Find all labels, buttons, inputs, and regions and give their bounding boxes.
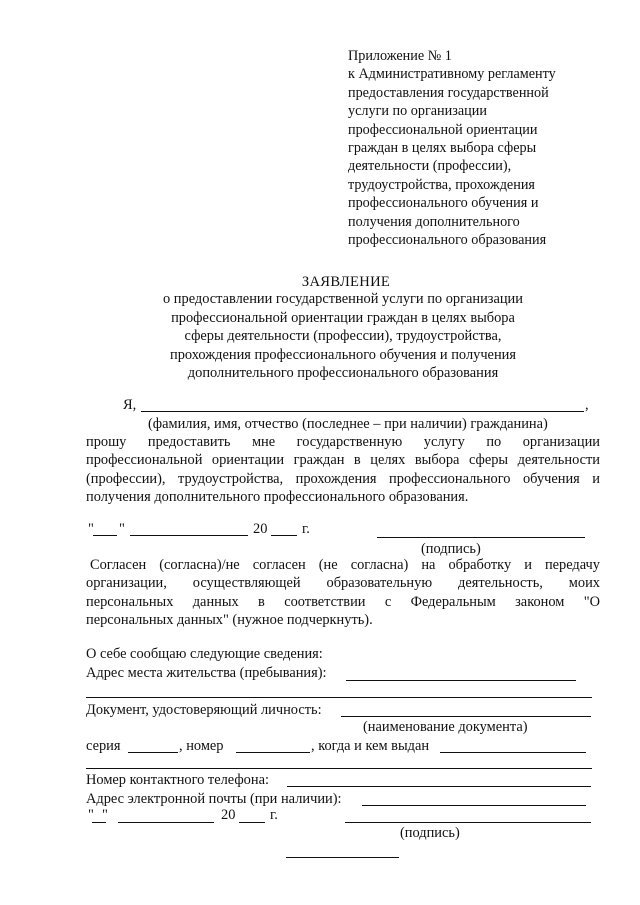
address-field-continuation[interactable] (86, 697, 592, 698)
signature-caption: (подпись) (421, 541, 481, 557)
subtitle-line: сферы деятельности (профессии), трудоустройства, (184, 328, 502, 345)
phone-label: Номер контактного телефона: (86, 772, 269, 788)
applicant-suffix: , (585, 397, 589, 413)
issued-label: , когда и кем выдан (311, 738, 430, 754)
consent-line: организации, осуществляющей образовательную деятельность, моих (86, 575, 600, 592)
email-field[interactable] (362, 805, 586, 806)
date2-quote-open: " (88, 807, 94, 823)
date1-year-suffix: г. (302, 521, 310, 537)
consent-paragraph (86, 556, 600, 630)
subtitle-line: дополнительного профессионального образования (187, 365, 499, 382)
date2-year-suffix: г. (270, 807, 278, 823)
appendix-line: к Административному регламенту (348, 66, 556, 83)
signature2-caption: (подпись) (400, 825, 460, 841)
phone-field[interactable] (287, 786, 591, 787)
document-subtitle (100, 290, 586, 383)
appendix-line: деятельности (профессии), (348, 158, 512, 175)
consent-line: Согласен (согласна)/не согласен (не согласна) на обработку и передачу (90, 557, 600, 573)
date2-month-field[interactable] (118, 822, 214, 823)
email-label: Адрес электронной почты (при наличии): (86, 791, 342, 807)
appendix-line: получения дополнительного (348, 213, 520, 230)
address-label: Адрес места жительства (пребывания): (86, 665, 327, 681)
request-paragraph (86, 433, 600, 507)
appendix-line: Приложение № 1 (348, 48, 452, 64)
number-label: , номер (179, 738, 224, 754)
date1-year-prefix: 20 (253, 521, 268, 537)
issued-field-continuation[interactable] (86, 768, 592, 769)
signature2-field[interactable] (345, 822, 591, 823)
appendix-block (348, 47, 556, 249)
document-label: Документ, удостоверяющий личность: (86, 702, 322, 718)
series-label: серия (86, 738, 121, 754)
date1-month-field[interactable] (130, 535, 248, 536)
subtitle-line: профессиональной ориентации граждан в целях выбора (171, 309, 515, 326)
appendix-line: услуги по организации (348, 103, 487, 120)
info-intro: О себе сообщаю следующие сведения: (86, 646, 323, 662)
series-field[interactable] (128, 752, 178, 753)
date2-year-prefix: 20 (221, 807, 236, 823)
subtitle-line: прохождения профессионального обучения и получения (170, 346, 516, 363)
appendix-line: трудоустройства, прохождения (348, 176, 535, 193)
consent-line: персональных данных в соответствии с Федеральным законом "О (86, 593, 600, 610)
document-title: ЗАЯВЛЕНИЕ (301, 274, 391, 290)
appendix-line: профессионального обучения и (348, 195, 539, 212)
appendix-line: граждан в целях выбора сферы (348, 140, 537, 157)
document-name-field[interactable] (341, 716, 591, 717)
request-line: получения дополнительного профессионального образования. (86, 489, 469, 506)
applicant-name-field[interactable] (141, 411, 584, 412)
appendix-line: профессионального образования (348, 232, 547, 249)
signature-field[interactable] (377, 537, 585, 538)
date1-quote-open: " (88, 521, 94, 537)
request-line: прошу предоставить мне государственную услугу по организации (86, 434, 600, 450)
document-name-caption: (наименование документа) (363, 719, 528, 735)
date1-day-field[interactable] (93, 535, 117, 536)
appendix-line: предоставления государственной (348, 84, 549, 101)
date1-quote-close: " (119, 521, 125, 537)
footer-separator (286, 857, 399, 858)
consent-line: персональных данных" (нужное подчеркнуть). (86, 612, 373, 629)
date2-quote-close: " (102, 807, 108, 823)
subtitle-line: о предоставлении государственной услуги по организации (163, 291, 523, 307)
date2-year-field[interactable] (239, 822, 265, 823)
request-line: (профессии), трудоустройства, прохождения профессионального обучения и (86, 470, 600, 487)
applicant-name-caption: (фамилия, имя, отчество (последнее – при наличии) гражданина) (148, 416, 548, 432)
date1-year-field[interactable] (271, 535, 297, 536)
number-field[interactable] (236, 752, 310, 753)
issued-field[interactable] (440, 752, 586, 753)
applicant-prefix: Я, (123, 397, 137, 413)
address-field[interactable] (346, 680, 576, 681)
appendix-line: профессиональной ориентации (348, 121, 538, 138)
request-line: профессиональной ориентации граждан в целях выбора сферы деятельности (86, 452, 600, 469)
